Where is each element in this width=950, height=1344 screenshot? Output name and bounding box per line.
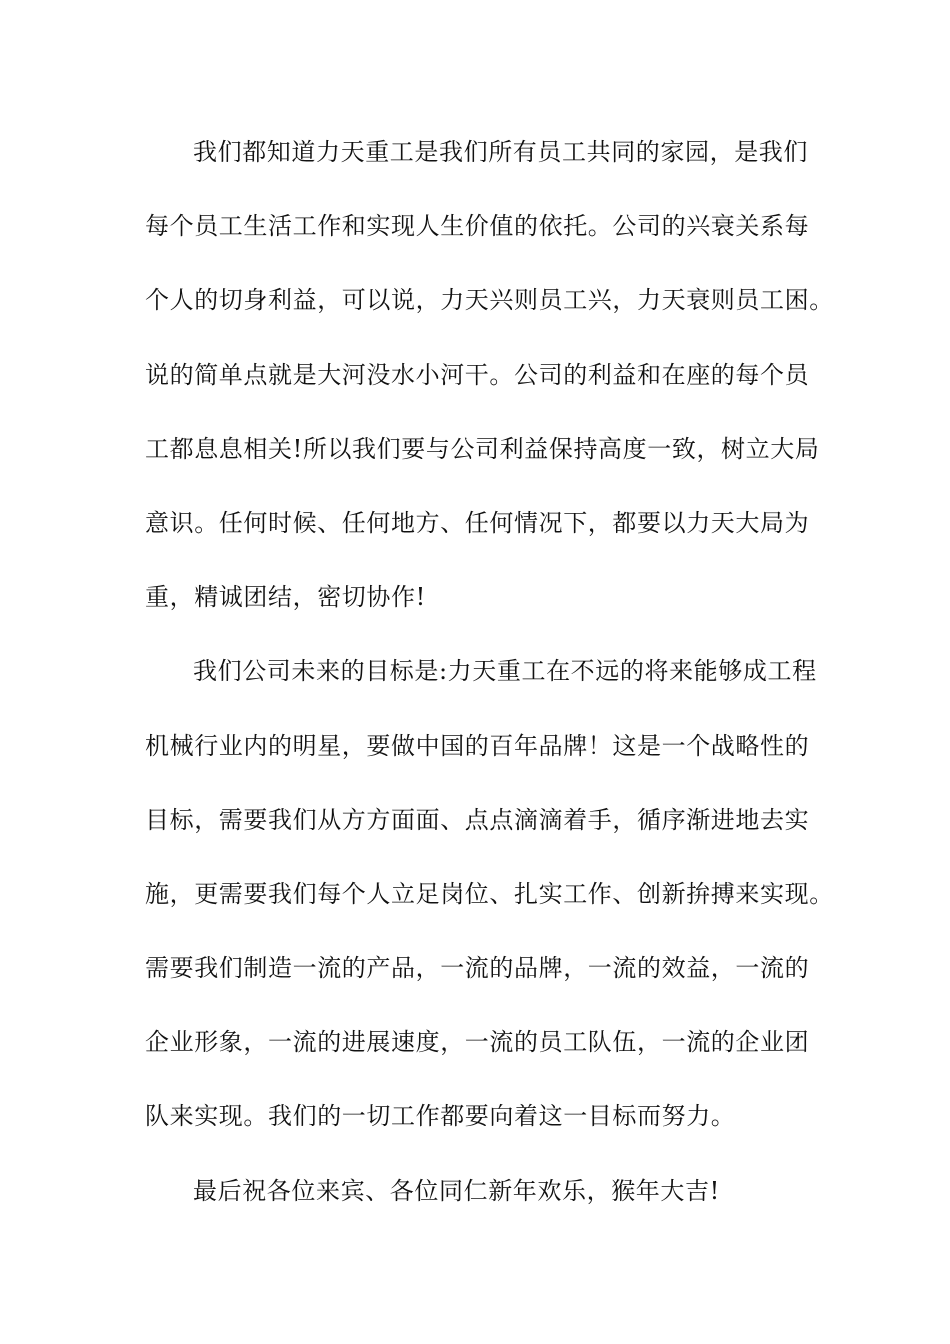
- text-line: 机械行业内的明星，要做中国的百年品牌！这是一个战略性的: [145, 731, 810, 760]
- text-line: 队来实现。我们的一切工作都要向着这一目标而努力。: [145, 1102, 736, 1131]
- text-line: 施，更需要我们每个人立足岗位、扎实工作、创新拚搏来实现。: [145, 879, 834, 908]
- text-line: 说的简单点就是大河没水小河干。公司的利益和在座的每个员: [145, 360, 810, 389]
- text-line: 需要我们制造一流的产品，一流的品牌，一流的效益，一流的: [145, 954, 810, 983]
- text-line: 工都息息相关!所以我们要与公司利益保持高度一致，树立大局: [145, 434, 820, 463]
- text-line: 个人的切身利益，可以说，力天兴则员工兴，力天衰则员工困。: [145, 286, 834, 315]
- text-line: 最后祝各位来宾、各位同仁新年欢乐，猴年大吉!: [193, 1176, 720, 1205]
- text-line: 目标，需要我们从方方面面、点点滴滴着手，循序渐进地去实: [145, 805, 810, 834]
- text-line: 重，精诚团结，密切协作!: [145, 583, 426, 612]
- document-body: [145, 126, 834, 1239]
- text-line: 我们都知道力天重工是我们所有员工共同的家园，是我们: [193, 138, 808, 166]
- text-line: 我们公司未来的目标是:力天重工在不远的将来能够成工程: [193, 657, 817, 686]
- text-line: 意识。任何时候、任何地方、任何情况下，都要以力天大局为: [145, 508, 810, 537]
- text-line: 企业形象，一流的进展速度，一流的员工队伍，一流的企业团: [145, 1028, 810, 1057]
- text-line: 每个员工生活工作和实现人生价值的依托。公司的兴衰关系每: [145, 212, 810, 241]
